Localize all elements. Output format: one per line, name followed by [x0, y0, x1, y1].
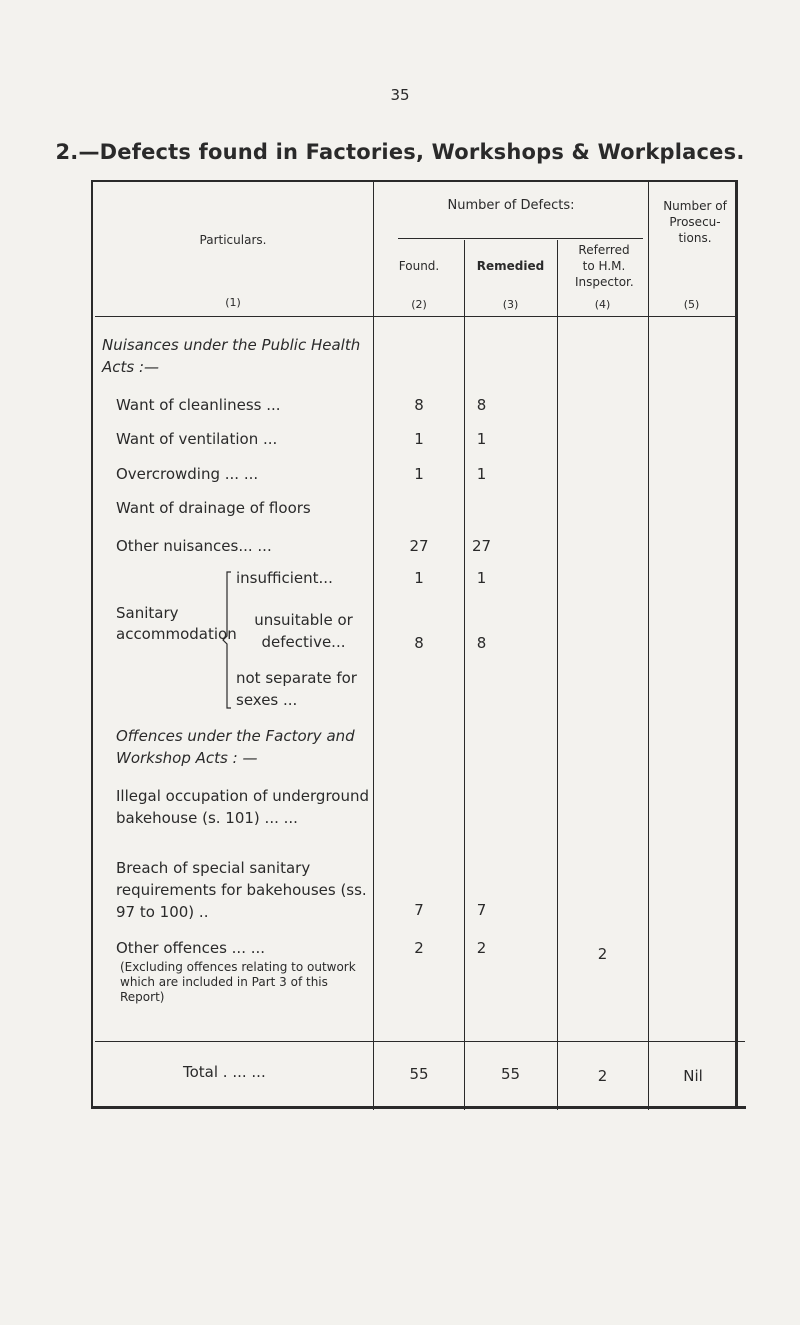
row-label: Want of ventilation ... — [116, 430, 278, 448]
row-remedied: 1 — [476, 569, 487, 587]
total-referred: 2 — [597, 1067, 608, 1085]
row-label: not separate for sexes ... — [236, 669, 357, 709]
sanitary-group-label: Sanitary accommodation — [116, 604, 237, 643]
page-title: 2.—Defects found in Factories, Workshops & Workplaces. — [55, 140, 745, 164]
row-label: insufficient... — [236, 569, 333, 587]
total-found: 55 — [409, 1065, 429, 1083]
col-sep-4 — [648, 182, 649, 1110]
header-referred: Referred to H.M. Inspector. — [575, 243, 634, 289]
defects-subheader-rule — [398, 238, 643, 239]
row-label: Want of cleanliness ... — [116, 396, 281, 414]
header-rule — [95, 316, 735, 317]
row-label: Breach of special sanitary requirements for bakehouses (ss. 97 to 100) .. — [116, 859, 367, 921]
total-label: Total . ... ... — [183, 1063, 266, 1081]
row-found: 2 — [414, 939, 424, 957]
header-particulars: Particulars. — [199, 233, 267, 247]
col-sep-2 — [464, 240, 465, 1110]
row-remedied: 7 — [476, 901, 487, 919]
row-found: 8 — [414, 634, 424, 652]
col-sep-3 — [557, 240, 558, 1110]
row-label: Want of drainage of floors — [116, 499, 311, 517]
other-offences-note: (Excluding offences relating to outwork which are included in Part 3 of this Report) — [120, 960, 356, 1004]
row-found: 1 — [414, 569, 424, 587]
row-remedied: 8 — [476, 634, 487, 652]
row-referred: 2 — [597, 945, 608, 963]
col-num-2: (2) — [411, 298, 427, 311]
row-remedied: 27 — [471, 537, 492, 555]
total-rule — [95, 1041, 745, 1042]
table-right-border — [735, 180, 738, 1108]
row-remedied: 8 — [476, 396, 487, 414]
row-remedied: 2 — [476, 939, 487, 957]
page-number: 35 — [390, 86, 410, 104]
row-label: unsuitable or defective... — [254, 611, 353, 651]
row-found: 7 — [414, 901, 424, 919]
row-found: 8 — [414, 396, 424, 414]
row-remedied: 1 — [476, 465, 487, 483]
row-found: 27 — [409, 537, 429, 555]
header-remedied: Remedied — [476, 259, 545, 273]
row-remedied: 1 — [476, 430, 487, 448]
header-number-of-defects: Number of Defects: — [447, 198, 575, 213]
header-prosecutions: Number of Prosecu- tions. — [663, 199, 727, 245]
col-num-1: (1) — [225, 296, 241, 309]
brace-icon — [222, 570, 232, 710]
col-num-4: (4) — [594, 298, 611, 311]
col-num-3: (3) — [502, 298, 519, 311]
table-left-border — [91, 180, 93, 1108]
row-label: Illegal occupation of underground bakehouse (s. 101) ... ... — [116, 787, 369, 827]
header-found: Found. — [398, 259, 440, 273]
row-label: Other nuisances... ... — [116, 537, 272, 555]
row-label: Overcrowding ... ... — [116, 465, 259, 483]
total-remedied: 55 — [500, 1065, 521, 1083]
row-label: Other offences ... ... — [116, 939, 266, 957]
table-top-border — [91, 180, 735, 182]
col-num-5: (5) — [683, 298, 700, 311]
section-offences: Offences under the Factory and Workshop Acts : — — [116, 727, 355, 767]
section-nuisances: Nuisances under the Public Health Acts :— — [102, 336, 361, 376]
total-prosecutions: Nil — [683, 1067, 703, 1085]
row-found: 1 — [414, 465, 424, 483]
row-found: 1 — [414, 430, 424, 448]
